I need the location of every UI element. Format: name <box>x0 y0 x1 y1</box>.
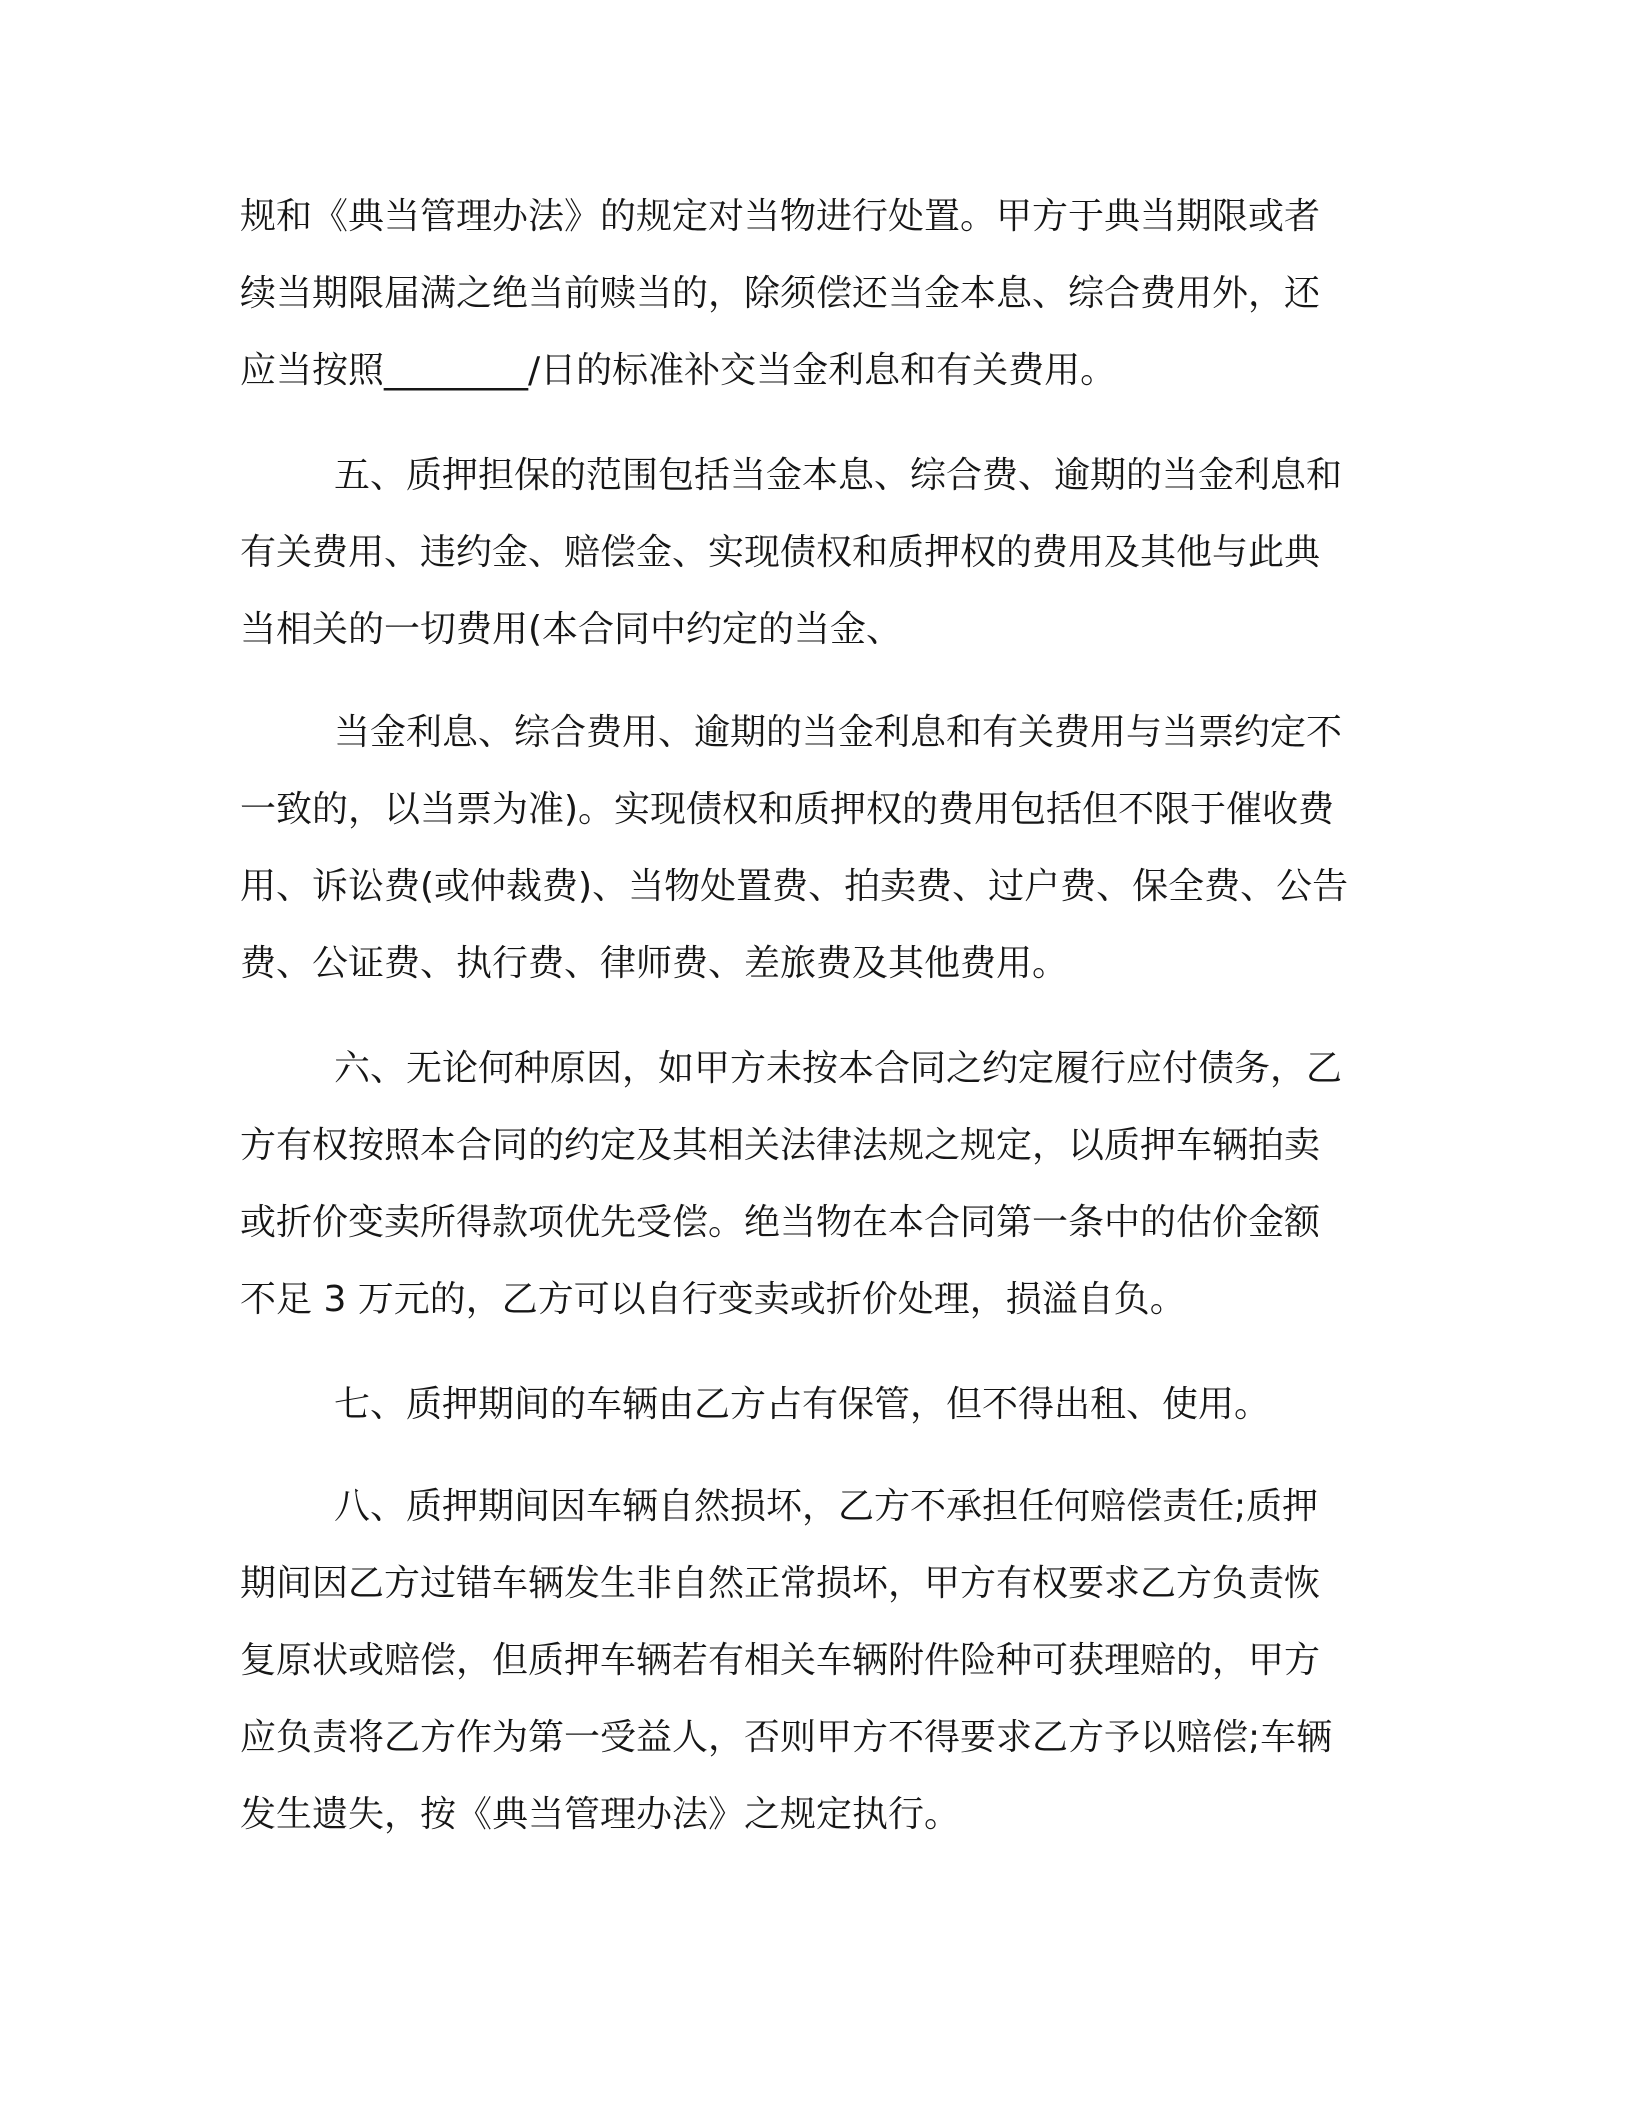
paragraph-line: 六、无论何种原因，如甲方未按本合同之约定履行应付债务，乙 <box>334 1048 1343 1089</box>
paragraph-line: 八、质押期间因车辆自然损坏，乙方不承担任何赔偿责任;质押 <box>334 1486 1319 1527</box>
paragraph-line: 当相关的一切费用(本合同中约定的当金、 <box>240 609 903 650</box>
paragraph-line: 规和《典当管理办法》的规定对当物进行处置。甲方于典当期限或者 <box>240 196 1321 237</box>
clause-five-continued <box>240 694 1390 1002</box>
clause-six <box>240 1030 1390 1338</box>
paragraph-line: 七、质押期间的车辆由乙方占有保管，但不得出租、使用。 <box>334 1384 1271 1425</box>
paragraph-line: 发生遗失，按《典当管理办法》之规定执行。 <box>240 1794 961 1835</box>
paragraph-line: 应当按照________/日的标准补交当金利息和有关费用。 <box>240 350 1117 391</box>
paragraph-line: 续当期限届满之绝当前赎当的，除须偿还当金本息、综合费用外，还 <box>240 273 1321 314</box>
paragraph-line: 期间因乙方过错车辆发生非自然正常损坏，甲方有权要求乙方负责恢 <box>240 1563 1321 1604</box>
clause-five <box>240 437 1390 668</box>
paragraph-line: 用、诉讼费(或仲裁费)、当物处置费、拍卖费、过户费、保全费、公告 <box>240 866 1349 907</box>
paragraph-line: 方有权按照本合同的约定及其相关法律法规之规定，以质押车辆拍卖 <box>240 1125 1321 1166</box>
paragraph-line: 不足 3 万元的，乙方可以自行变卖或折价处理，损溢自负。 <box>240 1279 1186 1320</box>
clause-seven <box>240 1366 1390 1443</box>
paragraph-line: 复原状或赔偿，但质押车辆若有相关车辆附件险种可获理赔的，甲方 <box>240 1640 1321 1681</box>
paragraph-line: 五、质押担保的范围包括当金本息、综合费、逾期的当金利息和 <box>334 455 1343 496</box>
paragraph-line: 费、公证费、执行费、律师费、差旅费及其他费用。 <box>240 943 1069 984</box>
paragraph-line: 当金利息、综合费用、逾期的当金利息和有关费用与当票约定不 <box>334 712 1343 753</box>
paragraph-line: 一致的，以当票为准)。实现债权和质押权的费用包括但不限于催收费 <box>240 789 1335 830</box>
paragraph-line: 有关费用、违约金、赔偿金、实现债权和质押权的费用及其他与此典 <box>240 532 1321 573</box>
paragraph-line: 或折价变卖所得款项优先受偿。绝当物在本合同第一条中的估价金额 <box>240 1202 1321 1243</box>
clause-eight <box>240 1468 1390 1853</box>
paragraph-disposal-terms <box>240 178 1390 409</box>
paragraph-line: 应负责将乙方作为第一受益人，否则甲方不得要求乙方予以赔偿;车辆 <box>240 1717 1333 1758</box>
